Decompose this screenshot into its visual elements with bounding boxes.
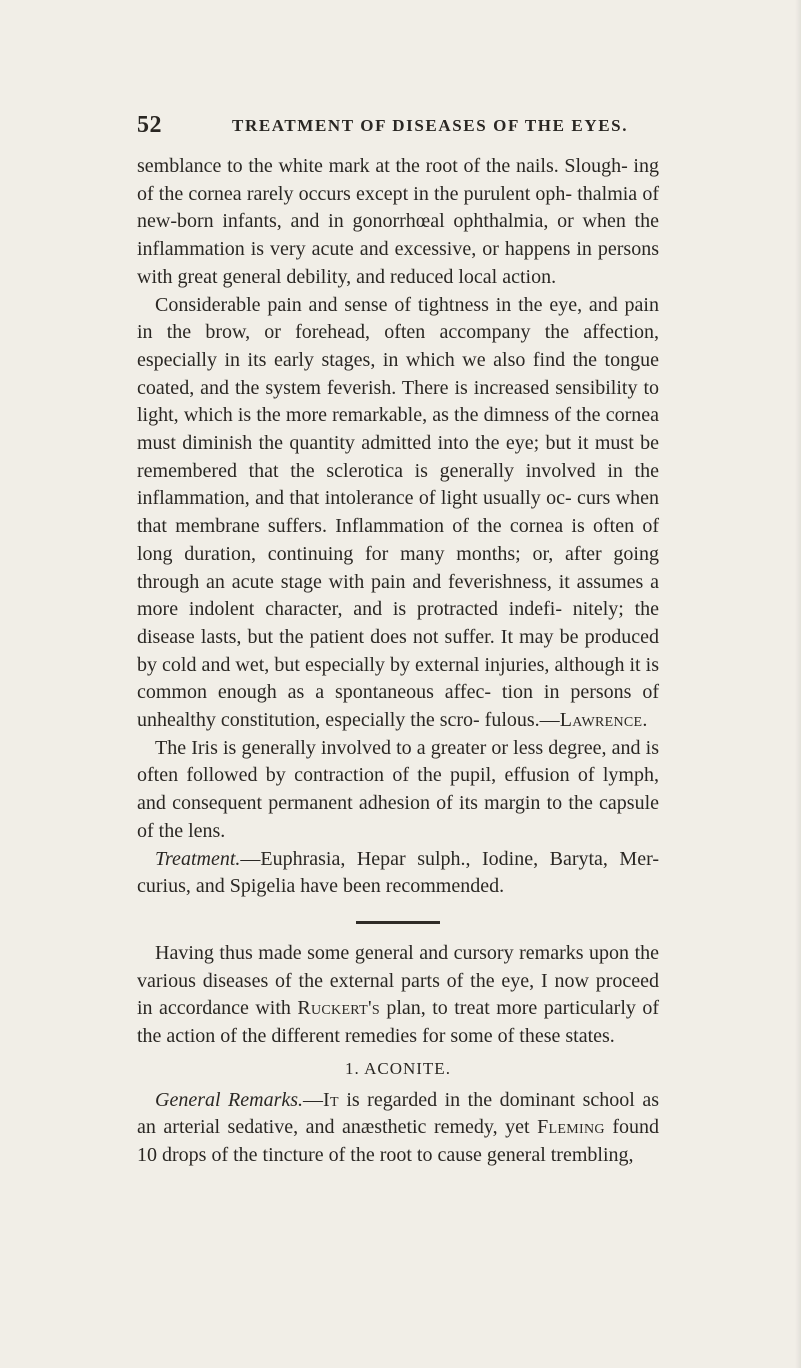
paragraph-iris: The Iris is generally involved to a greater or less degree, and is often followed by contraction of the pupil, effusion of lymph, and consequent permanent adhesion of its margin to the capsule of the lens. [137,736,659,842]
section-heading-aconite: 1. ACONITE. [345,1058,451,1078]
name-ruckert: Ruckert's [297,997,380,1020]
page-number: 52 [137,112,162,138]
general-remarks-label: General Remarks. [155,1088,304,1111]
general-remarks-dash: — [303,1088,324,1111]
author-lawrence: Lawrence. [559,709,648,732]
paragraph-having-text-a: Having thus made some general and cursory remarks upon the various diseases of the external parts of the eye, I now proceed in accordance with [137,941,659,1020]
paragraph-pain-text: Considerable pain and sense of tightness in the eye, and pain in the brow, or forehead, often accompany the affection, especially in its early stages, in which we also find the tongue coated, and the system feverish. There is increased sensibility to light, which is the more remarkable, as the dimness of the cornea must diminish the quantity admitted into the eye; but it must be remembered that the sclerotica is generally involved in the inflammation, and that intolerance of light usually oc- curs when that membrane suffers. Inflammation of the cornea is often of long duration, continuing for many months; or, after going through an acute stage with pain and feverishness, it assumes a more indolent character, and is protracted indefi- nitely; the disease lasts, but the patient does not suffer. It may be produced by cold and wet, but especially by external injuries, although it is common enough as a spontaneous affec- tion in persons of unhealthy constitution, especially the scro- fulous.— [137,293,659,732]
paragraph-sloughing: semblance to the white mark at the root of the nails. Slough- ing of the cornea rarely occurs except in the purulent oph- thalmia of new-born infants, and in gonorrhœal ophthalmia, or when the inflammation is very acute and excessive, or happens in persons with great general debility, and reduced local action. [137,155,659,288]
section-divider [356,921,440,924]
paragraph-pain [137,292,659,735]
page-edge-shadow [795,0,801,1368]
page-header [137,112,657,142]
paragraph-having-text-b: plan, to treat more particularly of the action of the different remedies for some of these states. [137,997,659,1048]
page-body [137,153,659,1170]
general-remarks-it: It [323,1088,339,1111]
general-remarks-text-c: found 10 drops of the tincture of the root to cause general trembling, [137,1116,659,1166]
paragraph-general-remarks [137,1087,659,1170]
paragraph-having [137,940,659,1051]
general-remarks-text-b: is regarded in the dominant school as an arterial sedative, and anæsthetic remedy, yet [137,1088,659,1139]
treatment-label: Treatment. [155,847,241,870]
treatment-text: —Euphrasia, Hepar sulph., Iodine, Baryta, Mer- curius, and Spigelia have been recommended. [137,847,659,898]
name-fleming: Fleming [537,1116,605,1139]
running-head: TREATMENT OF DISEASES OF THE EYES. [232,116,629,135]
paragraph-treatment [137,846,659,901]
